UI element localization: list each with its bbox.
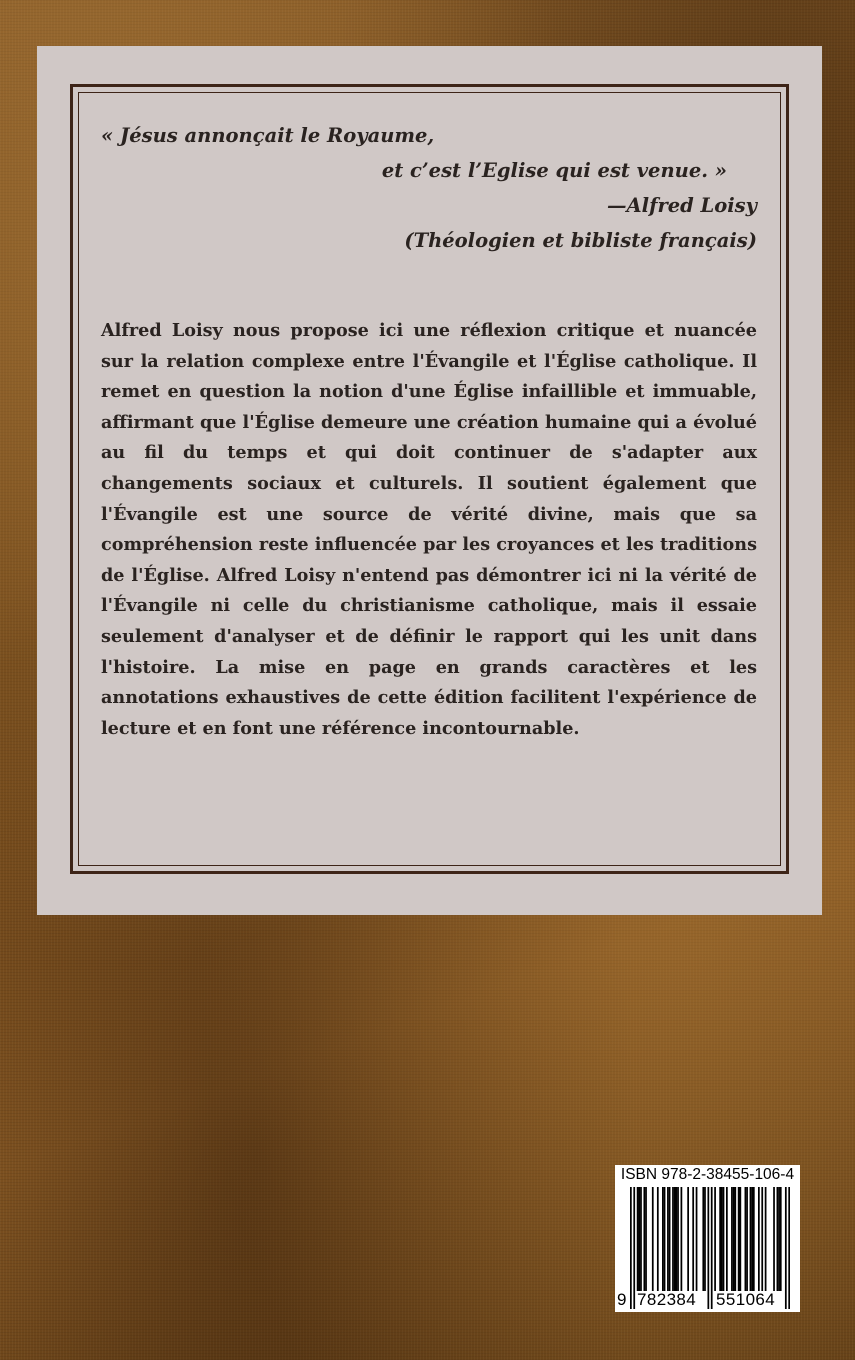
- isbn-label: ISBN 978-2-38455-106-4: [620, 1166, 795, 1183]
- quote-line-1: « Jésus annonçait le Royaume,: [101, 124, 435, 147]
- barcode-bar: [721, 1187, 723, 1291]
- barcode-bar: [723, 1187, 725, 1291]
- quote-author: —Alfred Loisy: [607, 194, 757, 217]
- barcode-guard-bar: [630, 1187, 632, 1309]
- barcode-bar: [758, 1187, 760, 1291]
- barcode-bar: [738, 1187, 740, 1291]
- barcode-bar: [753, 1187, 755, 1291]
- barcode-bar: [681, 1187, 683, 1291]
- barcode-bar: [640, 1187, 642, 1291]
- barcode-bar: [687, 1187, 689, 1291]
- barcode-bar: [638, 1187, 640, 1291]
- barcode-bar: [637, 1187, 639, 1291]
- barcode-bar: [745, 1187, 747, 1291]
- book-description: Alfred Loisy nous propose ici une réflexion critique et nuancée sur la relation complexe entre l'Évangile et l'Église catholique. Il remet en question la notion d'une Église infaillible et immuable, affirmant que l'Église demeure une création humaine qui a évolué au fil du temps et qui doit continuer de s'adapter aux changements sociaux et culturels. Il soutient également que l'Évangile est une source de vérité divine, mais que sa compréhension reste influencée par les croyances et les traditions de l'Église. Alfred Loisy n'entend pas démontrer ici ni la vérité de l'Évangile ni celle du christianisme catholique, mais il essaie seulement d'analyser et de définir le rapport qui les unit dans l'histoire. La mise en page en grands caractères et les annotations exhaustives de cette édition facilitent l'expérience de lecture et en font une référence incontournable.: [101, 320, 757, 739]
- barcode-bar: [664, 1187, 666, 1291]
- barcode-bar: [746, 1187, 748, 1291]
- barcode-bar: [750, 1187, 752, 1291]
- ean-first-digit: 9: [617, 1290, 627, 1309]
- barcode-bar: [780, 1187, 782, 1291]
- barcode-bar: [692, 1187, 694, 1291]
- barcode-guard-bar: [707, 1187, 709, 1309]
- barcode-guard-bar: [711, 1187, 713, 1309]
- barcode-bar: [778, 1187, 780, 1291]
- barcode-bar: [643, 1187, 645, 1291]
- barcode-bar: [645, 1187, 647, 1291]
- epigraph-quote: [101, 118, 757, 258]
- barcode-bar: [773, 1187, 775, 1291]
- barcode-bar: [731, 1187, 733, 1291]
- quote-author-title: (Théologien et bibliste français): [404, 229, 757, 252]
- barcode-bar: [704, 1187, 706, 1291]
- barcode-guard-bar: [785, 1187, 787, 1309]
- barcode-bar: [726, 1187, 728, 1291]
- quote-line-2: et c’est l’Eglise qui est venue. »: [381, 159, 727, 182]
- barcode-bar: [733, 1187, 735, 1291]
- barcode-bar: [719, 1187, 721, 1291]
- barcode-bar: [734, 1187, 736, 1291]
- barcode-bar: [652, 1187, 654, 1291]
- barcode-bar: [677, 1187, 679, 1291]
- ean-left-group: 782384: [637, 1290, 697, 1309]
- barcode-bar: [696, 1187, 698, 1291]
- barcode-bar: [702, 1187, 704, 1291]
- barcode-guard-bar: [633, 1187, 635, 1309]
- barcode-bar: [777, 1187, 779, 1291]
- barcode-bar: [662, 1187, 664, 1291]
- barcode-bar: [674, 1187, 676, 1291]
- barcode-bar: [672, 1187, 674, 1291]
- barcode-bar: [657, 1187, 659, 1291]
- text-panel: [37, 46, 822, 915]
- barcode-bar: [751, 1187, 753, 1291]
- barcode-bar: [761, 1187, 763, 1291]
- barcode-bar: [714, 1187, 716, 1291]
- isbn-barcode-block: [615, 1165, 800, 1312]
- barcode-bar: [765, 1187, 767, 1291]
- barcode-bar: [739, 1187, 741, 1291]
- barcode-bar: [667, 1187, 669, 1291]
- barcode-bar: [669, 1187, 671, 1291]
- barcode-bar: [675, 1187, 677, 1291]
- barcode-guard-bar: [788, 1187, 790, 1309]
- ean-right-group: 551064: [716, 1290, 776, 1309]
